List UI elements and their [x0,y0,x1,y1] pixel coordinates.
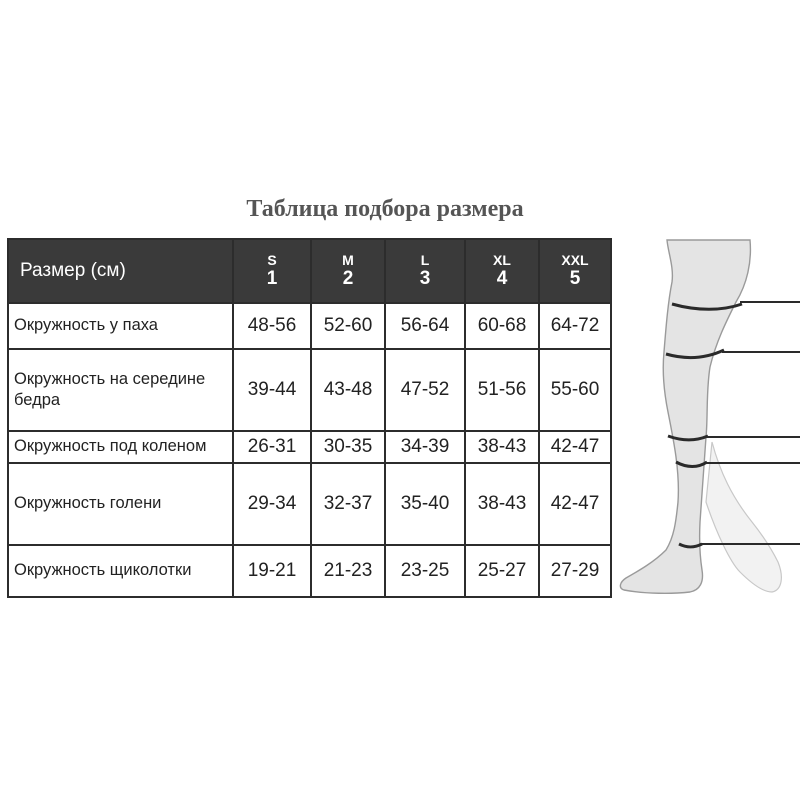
size-number: 4 [496,268,508,290]
size-letter: S [267,252,277,269]
size-table [7,238,612,598]
row-label: Окружность щиколотки [8,545,233,597]
leg-illustration [612,232,800,602]
back-leg-outline [706,442,781,592]
table-cell: 29-34 [233,463,311,545]
row-label: Окружность у паха [8,303,233,349]
table-cell: 25-27 [465,545,539,597]
table-cell: 48-56 [233,303,311,349]
table-cell: 39-44 [233,349,311,431]
size-letter: XXL [561,252,589,269]
size-header-s [233,239,311,303]
table-cell: 19-21 [233,545,311,597]
size-header-m [311,239,385,303]
table-cell: 64-72 [539,303,611,349]
table-cell: 30-35 [311,431,385,463]
table-cell: 23-25 [385,545,465,597]
size-header-xl [465,239,539,303]
table-header-row [8,239,611,303]
size-number: 1 [266,268,278,290]
table-cell: 43-48 [311,349,385,431]
table-cell: 26-31 [233,431,311,463]
size-header-xxl [539,239,611,303]
table-cell: 32-37 [311,463,385,545]
table-cell: 38-43 [465,431,539,463]
size-number: 5 [569,268,581,290]
size-number: 3 [419,268,431,290]
table-cell: 35-40 [385,463,465,545]
row-label: Окружность на середине бедра [8,349,233,431]
size-letter: M [342,252,354,269]
table-cell: 27-29 [539,545,611,597]
row-label: Окружность под коленом [8,431,233,463]
table-cell: 52-60 [311,303,385,349]
table-row [8,545,611,597]
page-title: Таблица подбора размера [246,196,524,222]
table-cell: 38-43 [465,463,539,545]
size-letter: XL [493,252,511,269]
table-cell: 56-64 [385,303,465,349]
table-cell: 42-47 [539,463,611,545]
table-cell: 42-47 [539,431,611,463]
table-row [8,303,611,349]
table-cell: 55-60 [539,349,611,431]
size-header-l [385,239,465,303]
table-cell: 21-23 [311,545,385,597]
row-label: Окружность голени [8,463,233,545]
table-cell: 51-56 [465,349,539,431]
table-cell: 34-39 [385,431,465,463]
table-row [8,349,611,431]
table-cell: 47-52 [385,349,465,431]
table-row [8,463,611,545]
size-number: 2 [342,268,354,290]
size-letter: L [420,252,430,269]
table-row [8,431,611,463]
header-label: Размер (см) [8,239,233,303]
table-cell: 60-68 [465,303,539,349]
